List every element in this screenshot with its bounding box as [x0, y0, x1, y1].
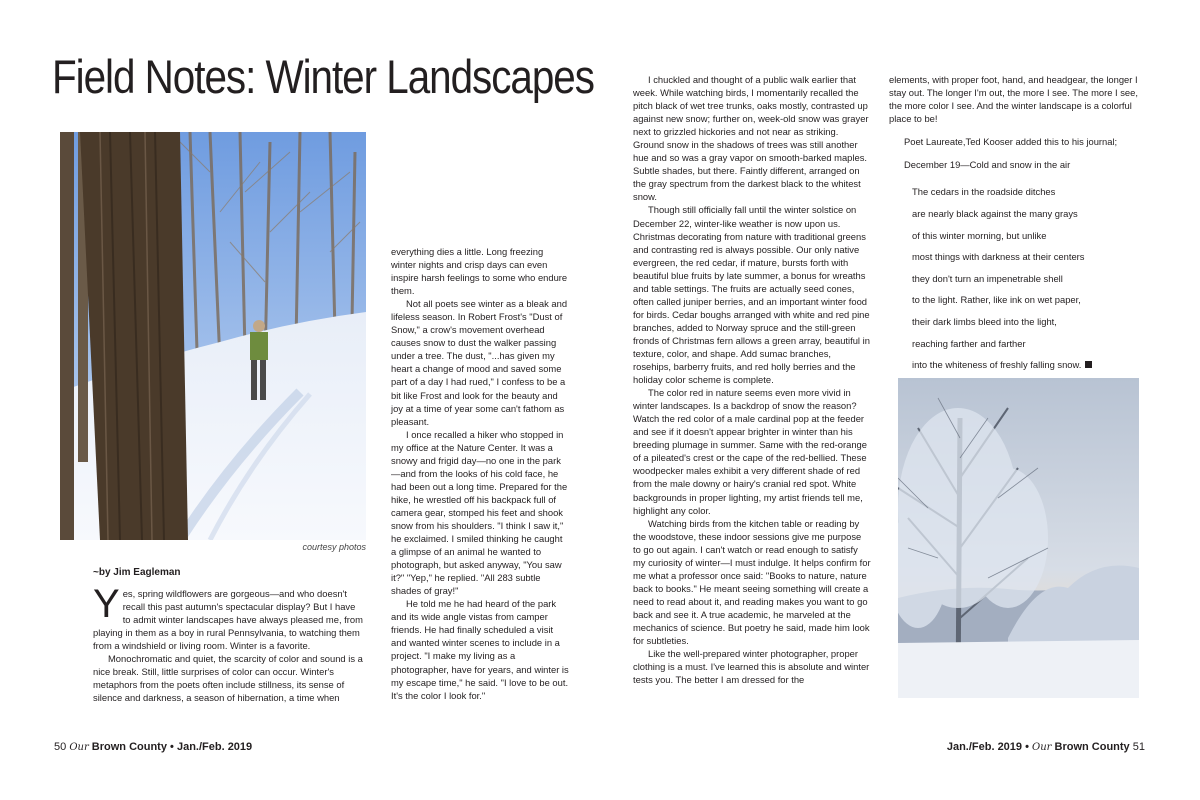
poem-line: are nearly black against the many grays [912, 207, 1078, 219]
footer-separator: • [1025, 741, 1029, 753]
forest-hiker-illustration [60, 132, 366, 540]
paragraph: The color red in nature seems even more vivid in winter landscapes. Is a backdrop of snow the reason? Watch the red color of a male cardinal pop at the feeder and see if it doesn't appear brighter in winter than his breeding plumage in summer. Same with the red-orange of a pileated's crest or the cape of the red-bellied. These woodpecker males exhibit a very different shade of red from the male downy or hairy's cranial red spot. White backgrounds in proper lighting, my artist friends tell me, highlight any color. [633, 387, 867, 516]
paragraph: I once recalled a hiker who stopped in my office at the Nature Center. It was a snowy and frigid day—no one in the park—and from the looks of his cold face, he had been out a long time. Prepared for the hike, he wrestled off his backpack full of camera gear, stomped his feet and shook snow from his shoulders. "I think I saw it," he exclaimed. I smiled thinking he caught a glimpse of an animal he wanted to photograph, but asked anyway, "You saw it?" "Yep," he replied. "All 283 subtle shades of gray!" [391, 428, 568, 597]
byline: ~by Jim Eagleman [93, 567, 181, 578]
issue-date-right: Jan./Feb. 2019 [946, 741, 1023, 753]
poem-line: of this winter morning, but unlike [912, 229, 1047, 241]
column-3 [633, 73, 871, 686]
poem-line: The cedars in the roadside ditches [912, 186, 1056, 198]
paragraph: Watching birds from the kitchen table or reading by the woodstove, these indoor sessions give me purpose to go out again. I can't watch or read enough to satisfy my curiosity of winter—I must indulge. It helps confirm for me what a professor once said: "Books to nature, nature back to books." He meant seeing something will create a need to read about it, and reading makes you want to go back and see it. A true academic, he marveled at the mechanics of science. But poetry he said, made him look for subtleties. [633, 517, 871, 647]
column-2 [391, 245, 569, 702]
paragraph: Monochromatic and quiet, the scarcity of color and sound is a nice break. Still, little surprises of color can occur. Winter's metaphors from the poets often include stillness, its sense of silence and darkness, a season of hibernation, a time when [93, 653, 363, 704]
drop-cap: Y [93, 582, 120, 627]
snowy-trees-illustration [898, 378, 1139, 698]
poem-line: their dark limbs bleed into the light, [912, 316, 1057, 328]
footer-separator: • [170, 741, 174, 753]
poem-line: most things with darkness at their centers [912, 251, 1085, 263]
paragraph: He told me he had heard of the park and its wide angle vistas from camper friends. He had finally scheduled a visit and wanted winter scenes to include in a project. "I make my living as a photographer, have for years, and winter is my escape time," he said. "I love to be out. It's the color I look for." [391, 598, 569, 701]
journal-intro: Poet Laureate,Ted Kooser added this to his journal; [904, 136, 1118, 148]
photo-forest-hiker [60, 132, 366, 540]
magazine-our: Our [69, 742, 89, 753]
magazine-name: Brown County [1054, 741, 1130, 753]
photo-caption: courtesy photos [302, 542, 366, 552]
lead-paragraph: Yes, spring wildflowers are gorgeous—and who doesn't recall this past autumn's spectacular display? But I have to admit winter landscapes have always pleased me, from playing in them as a boy in rural Pennsylvania, to watching them from a windshield or living room. Winter is a favorite. [93, 582, 363, 652]
issue-date-left: Jan./Feb. 2019 [176, 741, 253, 753]
footer-left [54, 741, 252, 753]
poem-line: to the light. Rather, like ink on wet paper, [912, 294, 1081, 306]
poem [912, 185, 1141, 371]
end-mark-icon [1085, 361, 1092, 368]
poem-line-last: into the whiteness of freshly falling snow. [912, 358, 1141, 371]
paragraph: Though still officially fall until the winter solstice on December 22, winter-like weather is now upon us. Christmas decorating from nature with traditional greens and contrasting red is always possible. Our only native evergreen, the red cedar, if mature, bursts forth with beautiful blue fruits by late summer, a bonus for wreaths and table settings. The fruits are actually seed cones, often called juniper berries, and an important winter food for birds. Cedar boughs arranged with white and red pine branches, added to Norway spruce and the still-green fronds of Christmas fern allows a green array, beautiful in texture, color, and shape. Add sumac branches, rosehips, barberry fruits, and red holly berries and the holiday color scheme is complete. [633, 204, 870, 386]
journal-date: December 19—Cold and snow in the air [904, 159, 1071, 171]
poem-line: they don't turn an impenetrable shell [912, 272, 1063, 284]
paragraph: Like the well-prepared winter photographer, proper clothing is a must. I've learned this is absolute and winter tests you. The better I am dressed for the [633, 648, 870, 686]
magazine-our: Our [1032, 742, 1052, 753]
magazine-name: Brown County [91, 741, 167, 753]
paragraph: elements, with proper foot, hand, and headgear, the longer I stay out. The longer I'm out, the more I see. The more I see, the more color I see. And the winter landscape is a colorful place to be! [889, 74, 1138, 125]
paragraph: Not all poets see winter as a bleak and lifeless season. In Robert Frost's "Dust of Snow," a crow's movement overhead causes snow to dust the walker passing under a tree. The dust, "...has given my heart a change of mood and saved some part of a day I had rued," I confess to be a bit like Frost and look for the beauty and joy at a time of year some can't fathom as pleasant. [391, 298, 568, 427]
photo-snowy-trees [898, 378, 1139, 698]
poem-line: reaching farther and farther [912, 337, 1026, 349]
page-number-right: 51 [1132, 741, 1145, 753]
page-number-left: 50 [54, 741, 67, 753]
footer-right [947, 741, 1145, 753]
paragraph: I chuckled and thought of a public walk earlier that week. While watching birds, I momentarily recalled the pitch black of wet tree trunks, oaks mostly, contrasted up against new snow; further on, week-old snow was grayer next to grizzled hickories and not near as striking. Ground snow in the shadows of trees was still another hue and so was a gray vapor on smooth-barked maples. Subtle shades, but there. Faintly different, arranged on the gray spectrum from the darkest black to the whitest snow. [633, 74, 869, 203]
paragraph: everything dies a little. Long freezing winter nights and crisp days can even inspire harsh feelings to some who endure them. [391, 246, 568, 297]
column-4 [889, 73, 1141, 380]
page-title: Field Notes: Winter Landscapes [52, 50, 594, 103]
column-1 [93, 566, 365, 704]
